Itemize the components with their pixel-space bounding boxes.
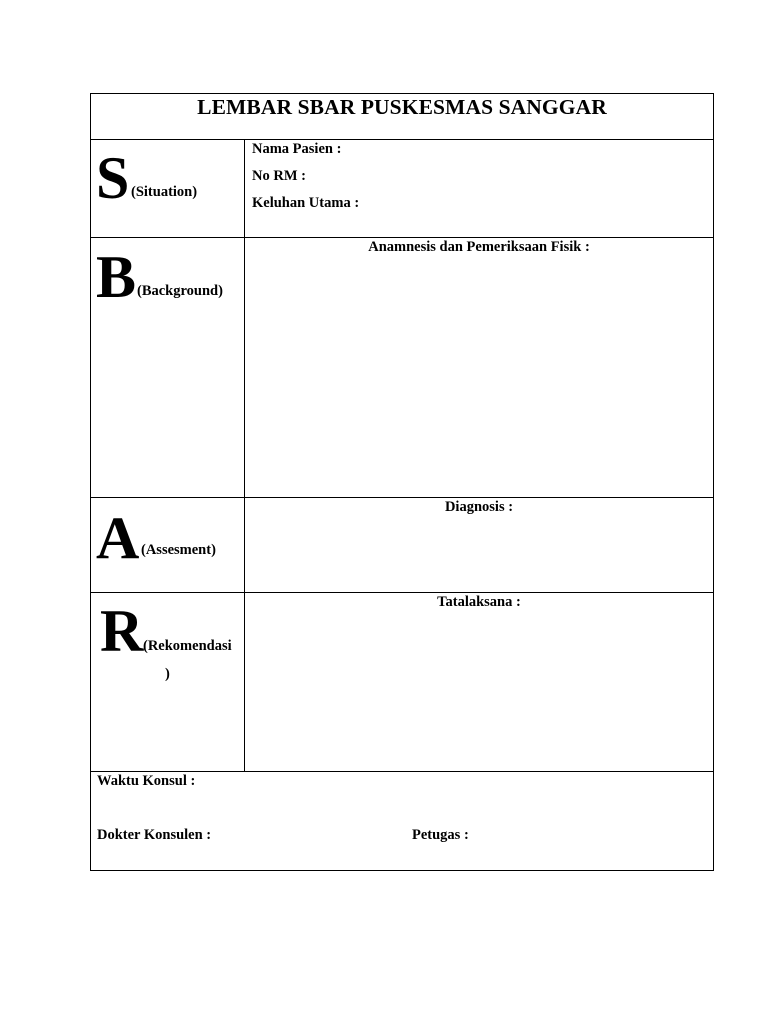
footer-row <box>91 772 713 870</box>
recommendation-label-line1: (Rekomendasi <box>143 638 232 654</box>
assessment-content-cell <box>245 498 713 592</box>
recommendation-label-line2: ) <box>165 666 170 682</box>
background-content-cell <box>245 238 713 497</box>
situation-label-cell <box>91 140 245 237</box>
background-row <box>91 238 713 498</box>
recommendation-row <box>91 593 713 772</box>
nama-pasien-field: Nama Pasien : <box>252 141 342 157</box>
assessment-label-cell <box>91 498 245 592</box>
waktu-konsul-field: Waktu Konsul : <box>97 773 196 789</box>
recommendation-letter: R <box>100 598 144 664</box>
background-label: (Background) <box>137 283 223 299</box>
recommendation-label-cell <box>91 593 245 771</box>
recommendation-content-cell <box>245 593 713 771</box>
petugas-field: Petugas : <box>412 827 469 843</box>
situation-row <box>91 140 713 238</box>
assessment-label: (Assesment) <box>141 542 216 558</box>
anamnesis-heading: Anamnesis dan Pemeriksaan Fisik : <box>368 239 590 255</box>
no-rm-field: No RM : <box>252 168 306 184</box>
sbar-form <box>90 93 714 871</box>
assessment-letter: A <box>96 505 140 571</box>
situation-content-cell <box>245 140 713 237</box>
form-title: LEMBAR SBAR PUSKESMAS SANGGAR <box>197 95 607 119</box>
form-title-row <box>91 94 713 140</box>
assessment-row <box>91 498 713 593</box>
dokter-konsulen-field: Dokter Konsulen : <box>97 827 212 843</box>
situation-label: (Situation) <box>131 184 198 200</box>
background-label-cell <box>91 238 245 497</box>
keluhan-utama-field: Keluhan Utama : <box>252 195 360 211</box>
situation-letter: S <box>96 145 130 211</box>
tatalaksana-heading: Tatalaksana : <box>437 594 521 610</box>
diagnosis-heading: Diagnosis : <box>444 499 514 515</box>
background-letter: B <box>96 244 137 310</box>
